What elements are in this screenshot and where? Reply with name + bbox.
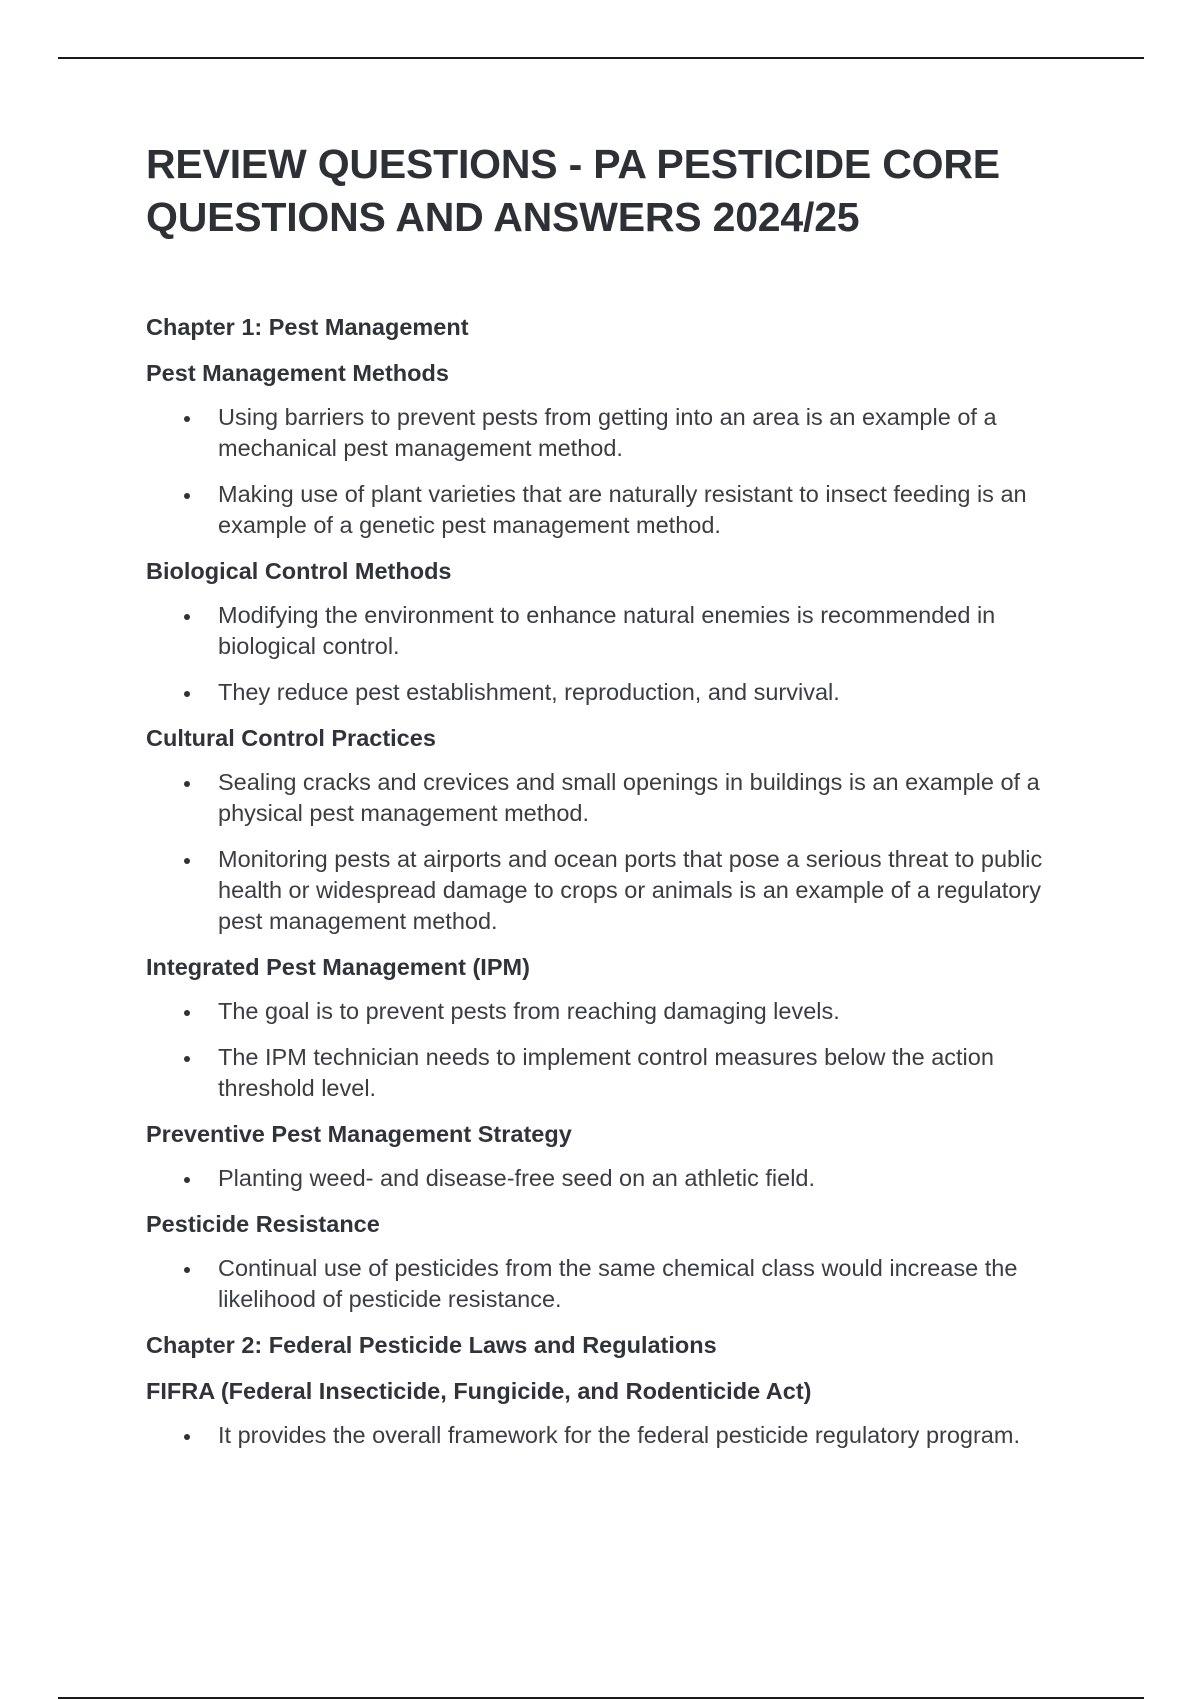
- bullet-dot-icon: [184, 493, 190, 499]
- section-pesticide-resistance: [146, 1209, 1086, 1315]
- bullet-dot-icon: [184, 1267, 190, 1273]
- chapter-heading: Chapter 1: Pest Management: [146, 314, 469, 340]
- list-item: [146, 844, 1086, 937]
- bullet-list: [146, 1163, 1086, 1194]
- list-item-text: They reduce pest establishment, reproduction, and survival.: [218, 679, 840, 705]
- section-heading: Pest Management Methods: [146, 360, 449, 386]
- bullet-dot-icon: [184, 858, 190, 864]
- list-item: [146, 677, 1086, 708]
- section-pest-management-methods: [146, 358, 1086, 541]
- section-integrated-pest-management: [146, 952, 1086, 1104]
- bullet-list: [146, 1420, 1086, 1451]
- section-heading: Pesticide Resistance: [146, 1211, 380, 1237]
- bullet-dot-icon: [184, 1056, 190, 1062]
- bullet-list: [146, 1253, 1086, 1315]
- top-rule: [58, 57, 1144, 59]
- section-cultural-control-practices: [146, 723, 1086, 937]
- list-item-text: The IPM technician needs to implement control measures below the action threshold level.: [218, 1044, 994, 1101]
- bullet-dot-icon: [184, 781, 190, 787]
- bullet-dot-icon: [184, 416, 190, 422]
- chapter-heading: Chapter 2: Federal Pesticide Laws and Regulations: [146, 1332, 717, 1358]
- list-item-text: Using barriers to prevent pests from getting into an area is an example of a mechanical pest management method.: [218, 404, 997, 461]
- list-item-text: Planting weed- and disease-free seed on an athletic field.: [218, 1165, 816, 1191]
- list-item-text: Making use of plant varieties that are naturally resistant to insect feeding is an example of a genetic pest management method.: [218, 481, 1027, 538]
- list-item-text: The goal is to prevent pests from reaching damaging levels.: [218, 998, 840, 1024]
- bullet-dot-icon: [184, 1434, 190, 1440]
- section-biological-control-methods: [146, 556, 1086, 708]
- section-heading: Integrated Pest Management (IPM): [146, 954, 530, 980]
- list-item-text: Monitoring pests at airports and ocean ports that pose a serious threat to public health or widespread damage to crops or animals is an example of a regulatory pest management method.: [218, 846, 1043, 934]
- list-item-text: Modifying the environment to enhance natural enemies is recommended in biological control.: [218, 602, 996, 659]
- section-preventive-strategy: [146, 1119, 1086, 1194]
- list-item-text: It provides the overall framework for the federal pesticide regulatory program.: [218, 1422, 1020, 1448]
- document-title: REVIEW QUESTIONS - PA PESTICIDE CORE QUESTIONS AND ANSWERS 2024/25: [146, 141, 1000, 240]
- list-item: [146, 1042, 1086, 1104]
- section-fifra: [146, 1376, 1086, 1451]
- list-item: [146, 479, 1086, 541]
- bullet-list: [146, 600, 1086, 708]
- list-item: [146, 402, 1086, 464]
- list-item: [146, 996, 1086, 1027]
- list-item: [146, 1163, 1086, 1194]
- bullet-dot-icon: [184, 614, 190, 620]
- document-body: [146, 138, 1086, 1466]
- list-item-text: Sealing cracks and crevices and small openings in buildings is an example of a physical pest management method.: [218, 769, 1040, 826]
- bullet-dot-icon: [184, 1010, 190, 1016]
- bullet-list: [146, 996, 1086, 1104]
- section-heading: Preventive Pest Management Strategy: [146, 1121, 572, 1147]
- section-heading: Cultural Control Practices: [146, 725, 436, 751]
- bullet-dot-icon: [184, 691, 190, 697]
- bottom-rule: [58, 1697, 1144, 1699]
- list-item-text: Continual use of pesticides from the same chemical class would increase the likelihood of pesticide resistance.: [218, 1255, 1018, 1312]
- bullet-list: [146, 402, 1086, 541]
- list-item: [146, 1253, 1086, 1315]
- chapter-1: [146, 312, 1086, 1315]
- list-item: [146, 1420, 1086, 1451]
- list-item: [146, 600, 1086, 662]
- bullet-list: [146, 767, 1086, 937]
- list-item: [146, 767, 1086, 829]
- chapter-2: [146, 1330, 1086, 1451]
- section-heading: Biological Control Methods: [146, 558, 452, 584]
- section-heading: FIFRA (Federal Insecticide, Fungicide, and Rodenticide Act): [146, 1378, 812, 1404]
- bullet-dot-icon: [184, 1177, 190, 1183]
